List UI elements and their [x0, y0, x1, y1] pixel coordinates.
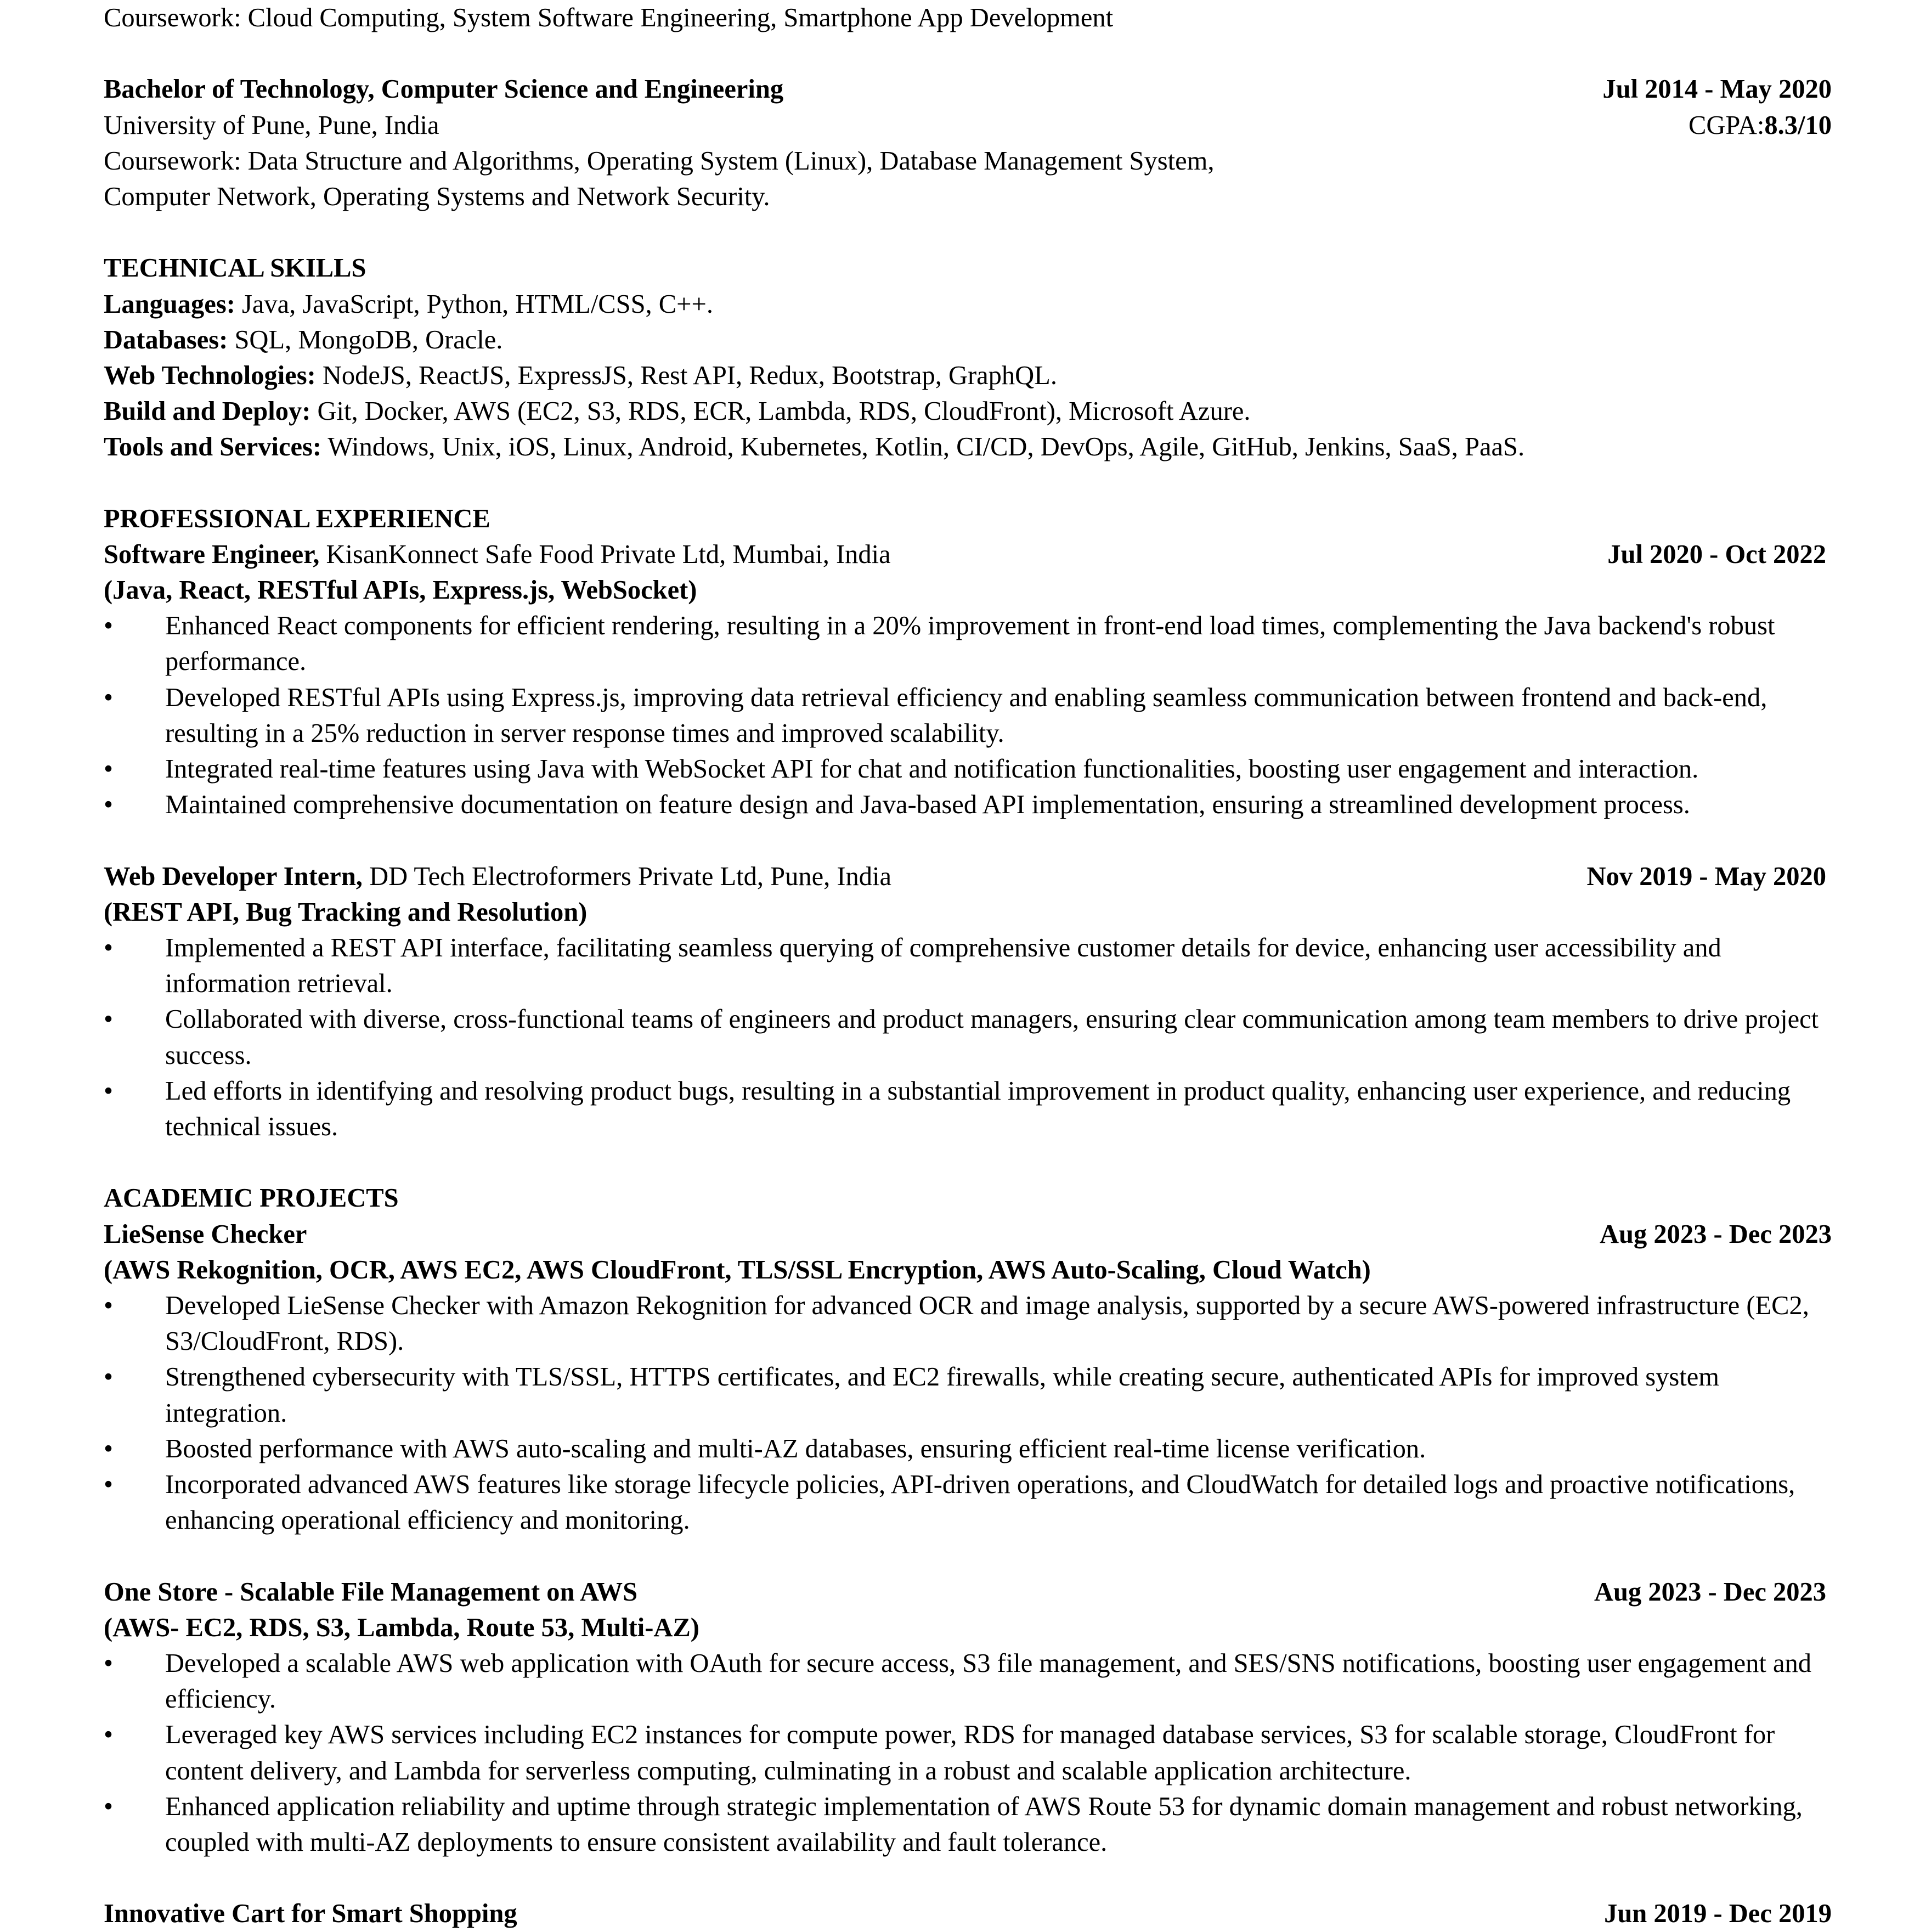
project-header [104, 1574, 1832, 1610]
project-header [104, 1216, 1832, 1252]
job-role: Web Developer Intern, [104, 861, 363, 891]
project-tech: (AWS- EC2, RDS, S3, Lambda, Route 53, Multi-AZ) [104, 1613, 699, 1642]
bullet-text: Maintained comprehensive documentation on feature design and Java-based API implementation, ensuring a streamlined development process. [165, 790, 1690, 820]
projects-list [104, 1216, 1832, 1932]
bullet-item [104, 1359, 1832, 1430]
bullet-text: Collaborated with diverse, cross-functional teams of engineers and product managers, ensuring clear communication among team members to drive project success. [165, 1005, 1819, 1070]
education-coursework-1 [104, 143, 1832, 179]
bullet-text: Implemented a REST API interface, facilitating seamless querying of comprehensive customer details for device, enhancing user accessibility and information retrieval. [165, 933, 1721, 999]
cgpa [1689, 108, 1832, 143]
resume-page [104, 0, 1832, 1929]
bullet-item [104, 1789, 1832, 1860]
bullet-glyph: • [104, 754, 113, 784]
bullet-glyph: • [104, 1291, 113, 1320]
experience-list [104, 537, 1832, 1181]
bullet-glyph: • [104, 933, 113, 962]
skill-value: SQL, MongoDB, Oracle. [228, 325, 503, 354]
bullet-text: Leveraged key AWS services including EC2 instances for compute power, RDS for managed database services, S3 for scalable storage, CloudFront for content delivery, and Lambda for serverless computing, culminating in a robust and scalable application architecture. [165, 1720, 1775, 1785]
bullet-glyph: • [104, 683, 113, 712]
project-dates: Aug 2023 - Dec 2023 [1594, 1577, 1826, 1607]
bullet-item [104, 1001, 1832, 1073]
school-name: University of Pune, Pune, India [104, 110, 439, 140]
bullet-glyph: • [104, 790, 113, 820]
job-tech: (REST API, Bug Tracking and Resolution) [104, 897, 588, 927]
bullet-glyph: • [104, 1434, 113, 1463]
prev-coursework-text: Coursework: Cloud Computing, System Software Engineering, Smartphone App Development [104, 3, 1114, 32]
bullet-glyph: • [104, 1792, 113, 1821]
skills-heading: TECHNICAL SKILLS [104, 254, 366, 283]
bullet-text: Incorporated advanced AWS features like storage lifecycle policies, API-driven operations, and CloudWatch for detailed logs and proactive notifications, enhancing operational efficiency and monitoring. [165, 1469, 1795, 1535]
skill-row [104, 393, 1832, 429]
job-header [104, 859, 1832, 894]
education-dates: Jul 2014 - May 2020 [1602, 75, 1832, 104]
bullet-item [104, 608, 1832, 679]
bullet-item [104, 930, 1832, 1001]
bullet-text: Strengthened cybersecurity with TLS/SSL, HTTPS certificates, and EC2 firewalls, while creating secure, authenticated APIs for improved system integration. [165, 1362, 1719, 1428]
bullet-text: Developed RESTful APIs using Express.js, improving data retrieval efficiency and enabling seamless communication between frontend and back-end, resulting in a 25% reduction in server response times and improved scalability. [165, 683, 1767, 748]
bullet-glyph: • [104, 611, 113, 641]
bullet-text: Integrated real-time features using Java with WebSocket API for chat and notification functionalities, boosting user engagement and interaction. [165, 754, 1699, 784]
bullet-glyph: • [104, 1469, 113, 1499]
bullet-item [104, 1467, 1832, 1538]
job-tech: (Java, React, RESTful APIs, Express.js, WebSocket) [104, 576, 697, 605]
skill-label: Languages: [104, 289, 235, 319]
job-company: DD Tech Electroformers Private Ltd, Pune, India [362, 861, 892, 891]
bullet-item [104, 1073, 1832, 1145]
skill-value: Java, JavaScript, Python, HTML/CSS, C++. [235, 289, 713, 319]
projects-heading: ACADEMIC PROJECTS [104, 1184, 399, 1213]
job-company: KisanKonnect Safe Food Private Ltd, Mumbai, India [319, 539, 891, 569]
job-dates: Nov 2019 - May 2020 [1586, 861, 1826, 891]
project-tech: (AWS Rekognition, OCR, AWS EC2, AWS CloudFront, TLS/SSL Encryption, AWS Auto-Scaling, Cloud Watch) [104, 1255, 1371, 1285]
cgpa-value: 8.3/10 [1764, 110, 1832, 140]
bullet-glyph: • [104, 1720, 113, 1750]
experience-heading: PROFESSIONAL EXPERIENCE [104, 504, 490, 533]
coursework-text: Computer Network, Operating Systems and Network Security. [104, 182, 770, 211]
skills-list [104, 286, 1832, 465]
skill-row [104, 322, 1832, 358]
education-degree-row [104, 71, 1832, 107]
skill-label: Web Technologies: [104, 361, 316, 390]
skill-label: Build and Deploy: [104, 397, 311, 426]
coursework-text: Coursework: Data Structure and Algorithms, Operating System (Linux), Database Management System, [104, 146, 1215, 176]
skill-label: Databases: [104, 325, 228, 354]
project-title: Innovative Cart for Smart Shopping [104, 1899, 517, 1929]
bullet-item [104, 787, 1832, 823]
bullet-text: Led efforts in identifying and resolving product bugs, resulting in a substantial improvement in product quality, enhancing user experience, and reducing technical issues. [165, 1076, 1791, 1141]
education-coursework-2 [104, 179, 1832, 215]
bullet-glyph: • [104, 1362, 113, 1392]
bullet-text: Boosted performance with AWS auto-scaling and multi-AZ databases, ensuring efficient real-time license verification. [165, 1434, 1426, 1463]
bullet-text: Developed LieSense Checker with Amazon Rekognition for advanced OCR and image analysis, supported by a secure AWS-powered infrastructure (EC2, S3/CloudFront, RDS). [165, 1291, 1809, 1356]
project-title: One Store - Scalable File Management on AWS [104, 1577, 638, 1607]
skill-row [104, 429, 1832, 465]
bullet-item [104, 1717, 1832, 1788]
bullet-glyph: • [104, 1648, 113, 1678]
bullet-item [104, 751, 1832, 787]
bullet-item [104, 1646, 1832, 1717]
cgpa-label: CGPA: [1688, 110, 1765, 140]
project-title: LieSense Checker [104, 1219, 307, 1249]
skill-label: Tools and Services: [104, 432, 322, 462]
bullet-text: Enhanced application reliability and uptime through strategic implementation of AWS Route 53 for dynamic domain management and robust networking, coupled with multi-AZ deployments to ensure consistent availability and fault tolerance. [165, 1792, 1803, 1857]
project-dates: Aug 2023 - Dec 2023 [1600, 1219, 1832, 1249]
bullet-text: Enhanced React components for efficient rendering, resulting in a 20% improvement in front-end load times, complementing the Java backend's robust performance. [165, 611, 1775, 677]
degree-title: Bachelor of Technology, Computer Science and Engineering [104, 75, 784, 104]
skill-row [104, 286, 1832, 322]
bullet-item [104, 1288, 1832, 1359]
prev-coursework [104, 0, 1832, 36]
bullet-text: Developed a scalable AWS web application with OAuth for secure access, S3 file management, and SES/SNS notifications, boosting user engagement and efficiency. [165, 1648, 1812, 1714]
skill-row [104, 358, 1832, 393]
job-dates: Jul 2020 - Oct 2022 [1607, 539, 1826, 569]
bullet-glyph: • [104, 1005, 113, 1034]
skill-value: NodeJS, ReactJS, ExpressJS, Rest API, Redux, Bootstrap, GraphQL. [315, 361, 1057, 390]
job-header [104, 537, 1832, 572]
job-role: Software Engineer, [104, 539, 320, 569]
bullet-item [104, 680, 1832, 751]
bullet-glyph: • [104, 1076, 113, 1106]
skill-value: Windows, Unix, iOS, Linux, Android, Kubernetes, Kotlin, CI/CD, DevOps, Agile, GitHub, Jenkins, SaaS, PaaS. [321, 432, 1525, 462]
education-school-row [104, 108, 1832, 143]
project-dates: Jun 2019 - Dec 2019 [1604, 1899, 1832, 1929]
skill-value: Git, Docker, AWS (EC2, S3, RDS, ECR, Lambda, RDS, CloudFront), Microsoft Azure. [310, 397, 1251, 426]
bullet-item [104, 1431, 1832, 1467]
project-header [104, 1896, 1832, 1931]
